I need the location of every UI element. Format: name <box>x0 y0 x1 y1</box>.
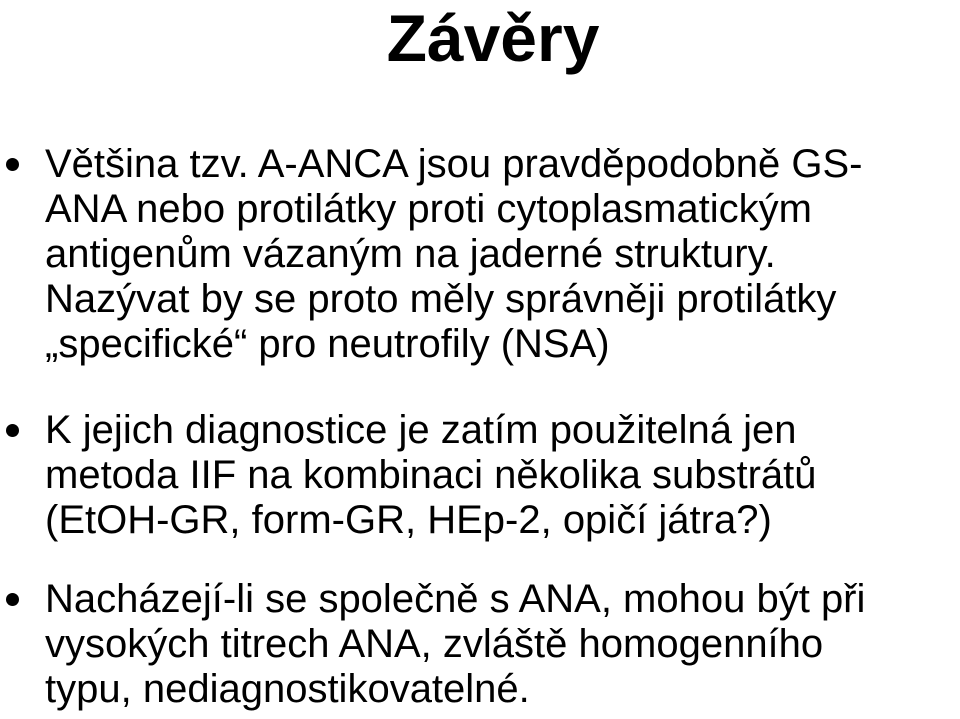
slide-title: Závěry <box>386 1 600 75</box>
text-line: Většina tzv. A-ANCA jsou pravděpodobně GS- <box>45 142 863 186</box>
text-line: „specifické“ pro neutrofily (NSA) <box>45 322 610 366</box>
text-line: ANA nebo protilátky proti cytoplasmatickým <box>45 187 812 231</box>
bullet-dot-icon <box>6 424 19 437</box>
bullet-dot-icon <box>6 158 19 171</box>
text-line: typu, nediagnostikovatelné. <box>45 667 530 711</box>
text-line: metoda IIF na kombinaci několika substrátů <box>45 453 817 497</box>
text-line: K jejich diagnostice je zatím použitelná jen <box>45 408 797 452</box>
text-line: vysokých titrech ANA, zvláště homogenního <box>45 622 824 666</box>
bullet-text <box>45 408 957 543</box>
bullet-text <box>45 577 957 712</box>
text-line: antigenům vázaným na jaderné struktury. <box>45 232 776 276</box>
text-line: Nacházejí-li se společně s ANA, mohou být při <box>45 577 866 621</box>
text-line: (EtOH-GR, form-GR, HEp-2, opičí játra?) <box>45 498 772 542</box>
bullet-dot-icon <box>6 593 19 606</box>
text-line: Nazývat by se proto měly správněji protilátky <box>45 277 837 321</box>
bullet-text <box>45 142 957 367</box>
